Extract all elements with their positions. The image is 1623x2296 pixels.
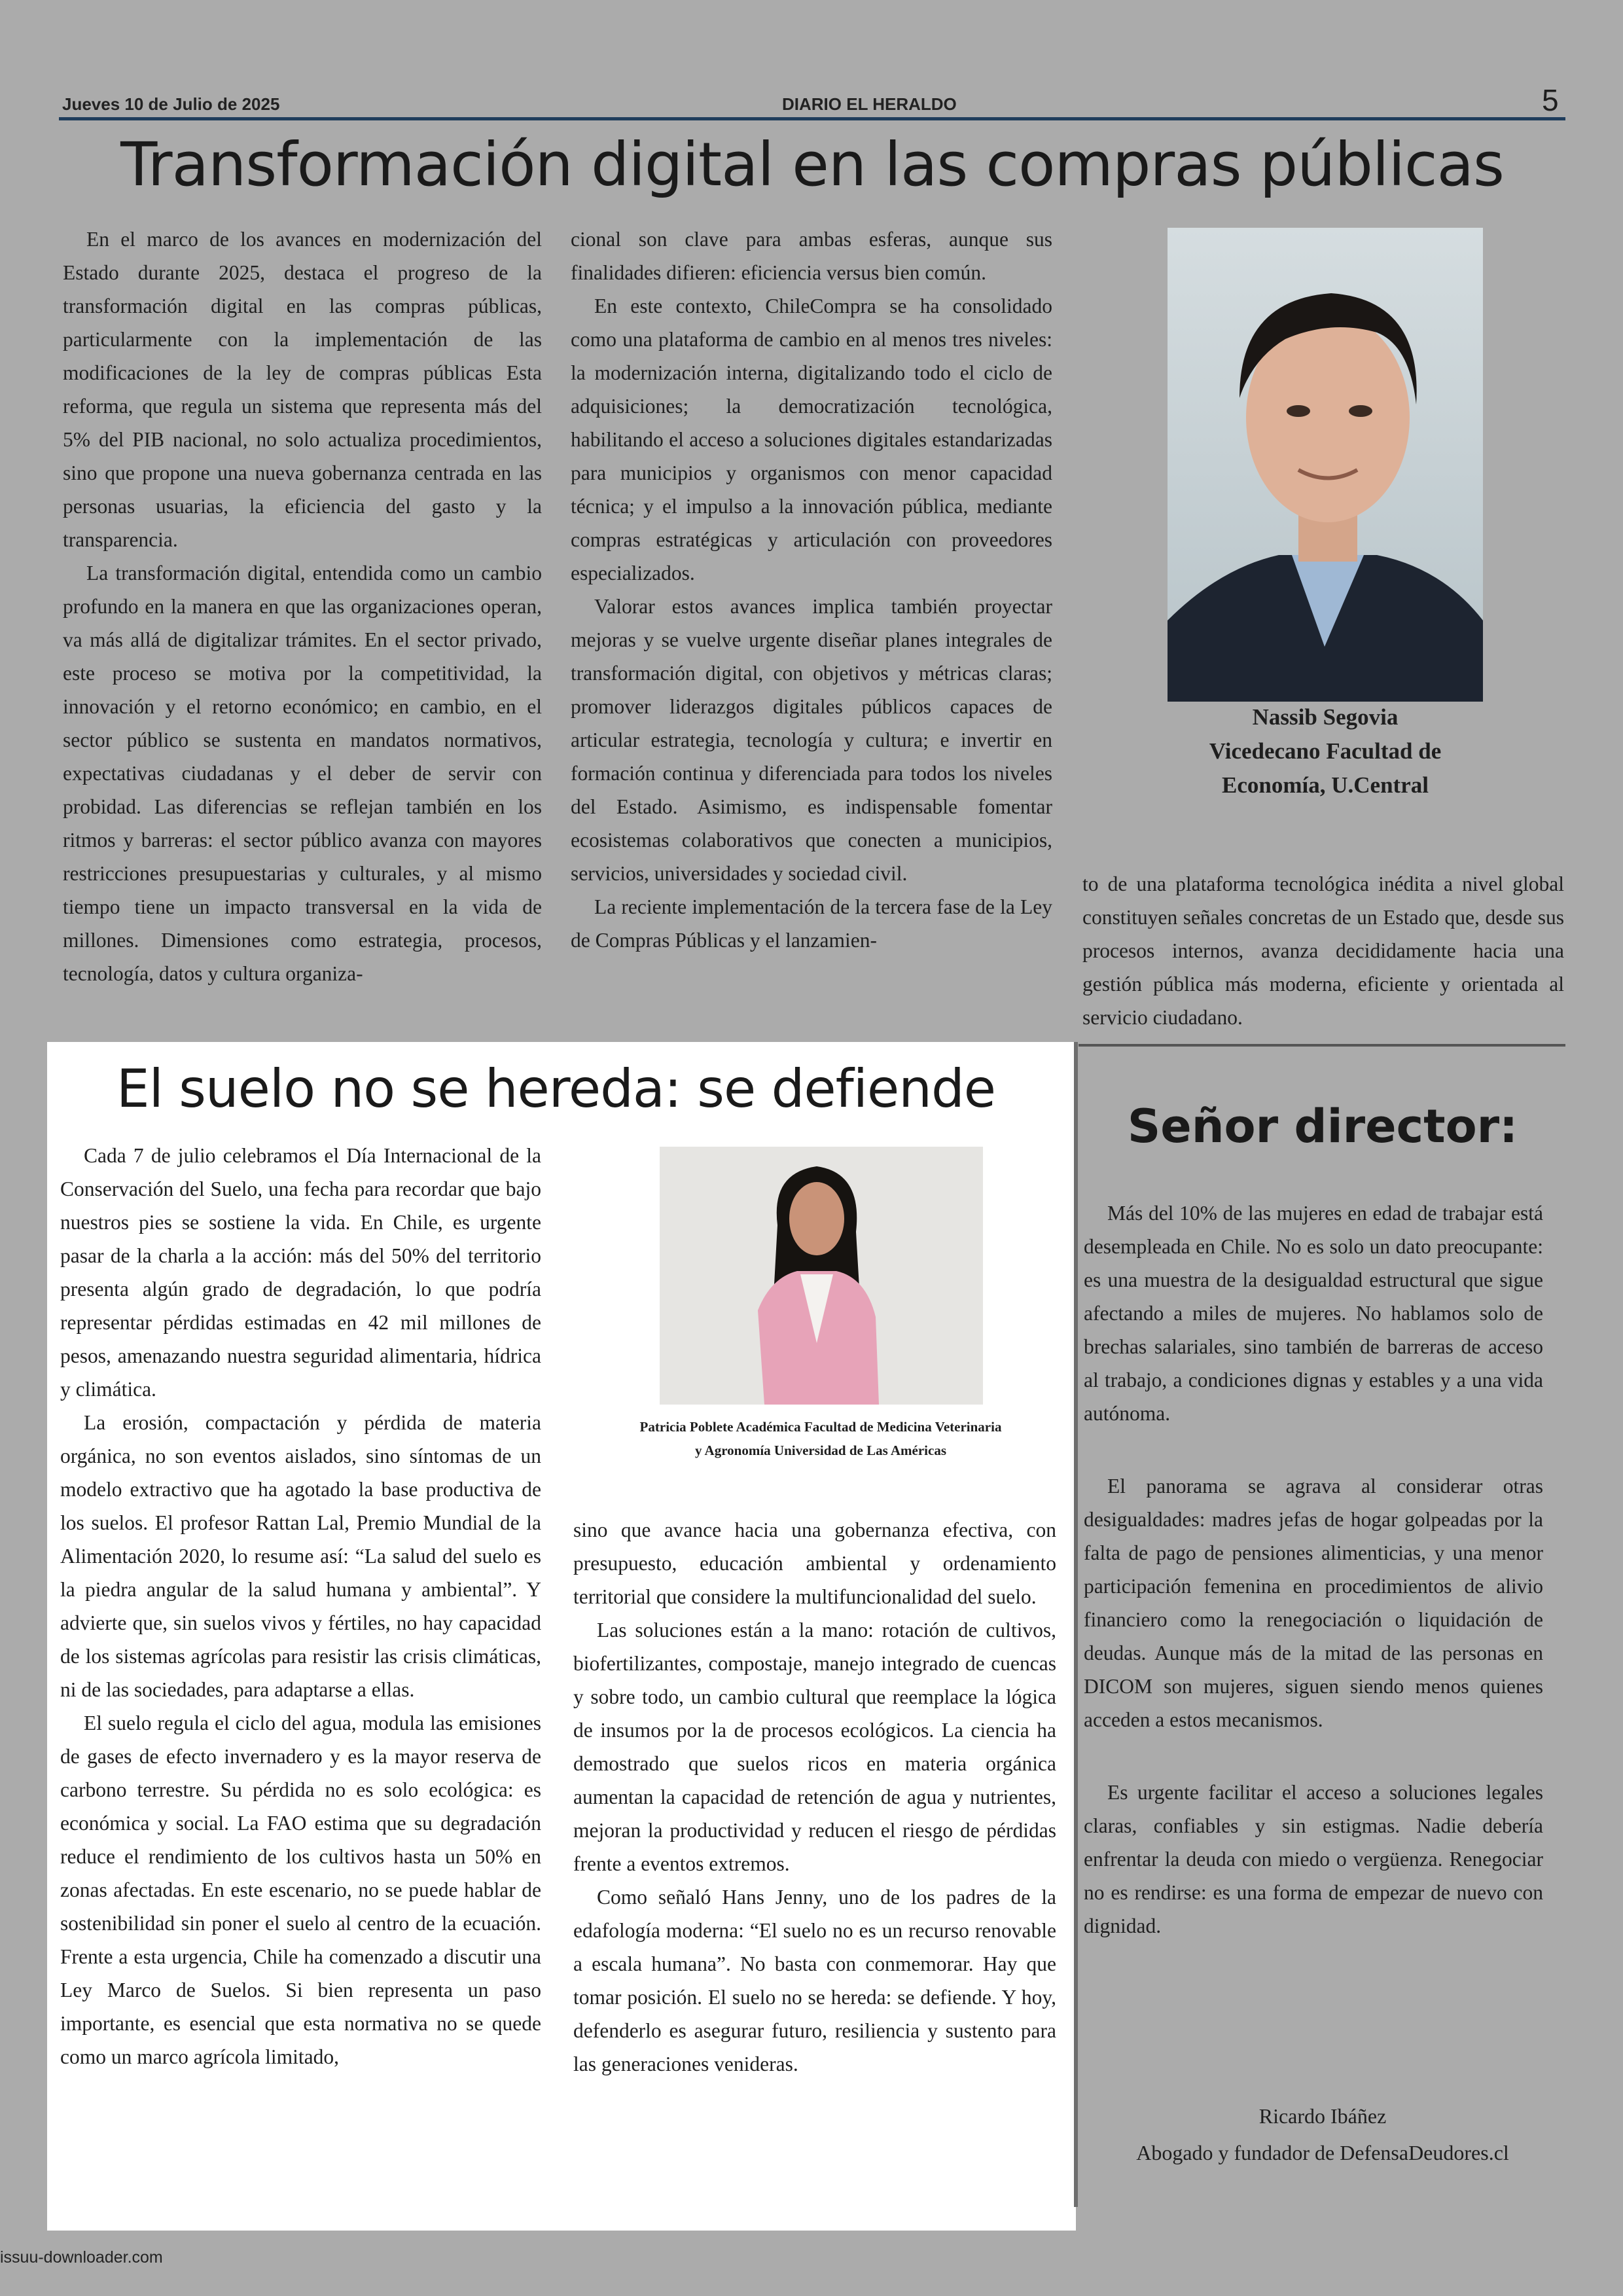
panel-shadow xyxy=(1074,1042,1078,2207)
signature-role: Abogado y fundador de DefensaDeudores.cl xyxy=(1136,2141,1509,2164)
author-photo-nassib-segovia xyxy=(1168,228,1483,702)
footer-source: issuu-downloader.com xyxy=(0,2248,163,2267)
paragraph: sino que avance hacia una gobernanza efectiva, con presupuesto, educación ambiental y ordenamiento territorial que considere la multifuncionalidad del suelo. xyxy=(573,1518,1056,1608)
letter-body xyxy=(1084,1196,1543,1943)
page-number: 5 xyxy=(1542,83,1559,117)
paragraph: Las soluciones están a la mano: rotación de cultivos, biofertilizantes, compostaje, manejo integrado de cuencas y sobre todo, un cambio cultural que reemplace la lógica de insumos por la de procesos ecológicos. La ciencia ha demostrado que suelos ricos en materia orgánica aumentan la capacidad de retención de agua y nutrientes, mejoran la productividad y reducen el riesgo de pérdidas frente a eventos extremos. xyxy=(573,1619,1056,1875)
paragraph: to de una plataforma tecnológica inédita a nivel global constituyen señales concretas de un Estado que, desde sus procesos internos, avanza decididamente hacia una gestión pública más moderna, eficiente y orientada al servicio ciudadano. xyxy=(1082,872,1564,1029)
paragraph: cional son clave para ambas esferas, aunque sus finalidades difieren: eficiencia versus bien común. xyxy=(571,228,1052,284)
paragraph: Es urgente facilitar el acceso a soluciones legales claras, confiables y sin estigmas. Nadie debería enfrentar la deuda con miedo o vergüenza. Renegociar no es rendirse: es una forma de empezar de nuevo con dignidad. xyxy=(1084,1781,1543,1937)
paragraph: En el marco de los avances en modernización del Estado durante 2025, destaca el progreso de la transformación digital en las compras públicas, particularmente con la implementación de las modificaciones de la ley de compras públicas Esta reforma, que regula un sistema que representa más del 5% del PIB nacional, no solo actualiza procedimientos, sino que propone una nueva gobernanza centrada en las personas usuarias, la eficiencia del gasto y la transparencia. xyxy=(63,228,542,551)
caption-line: Patricia Poblete Académica Facultad de Medicina Veterinaria xyxy=(639,1419,1002,1435)
paragraph: El suelo regula el ciclo del agua, modula las emisiones de gases de efecto invernadero y es la mayor reserva de carbono terrestre. Su pérdida no es solo ecológica: es económica y social. La FAO estima que su degradación reduce el rendimiento de los cultivos hasta un 50% en zonas afectadas. En este escenario, no se puede hablar de sostenibilidad sin poner el suelo al centro de la ecuación. Frente a esta urgencia, Chile ha comenzado a discutir una Ley Marco de Suelos. Si bien representa un paso importante, es esencial que esta normativa no se quede como un marco agrícola limitado, xyxy=(60,1712,541,2068)
author-photo-patricia-poblete xyxy=(660,1147,983,1405)
article2-column-1 xyxy=(60,1139,541,2073)
letter-signature xyxy=(1080,2098,1565,2171)
paragraph: El panorama se agrava al considerar otras desigualdades: madres jefas de hogar golpeadas por la falta de pago de pensiones alimenticias, y una menor participación femenina en procedimientos de alivio financiero como la renegociación o liquidación de deudas. Aunque más de la mitad de las personas en DICOM son mujeres, siguen siendo menos quienes acceden a estos mecanismos. xyxy=(1084,1475,1543,1731)
author-role: Vicedecano Facultad de xyxy=(1209,738,1442,764)
article1-column-3 xyxy=(1082,867,1564,1034)
article2-column-2 xyxy=(573,1513,1056,2081)
paragraph: Cada 7 de julio celebramos el Día Internacional de la Conservación del Suelo, una fecha para recordar que bajo nuestros pies se sostiene la vida. En Chile, es urgente pasar de la charla a la acción: más del 50% del territorio presenta algún grado de degradación, lo que podría representar pérdidas estimadas en 42 mil millones de pesos, amenazando nuestra seguridad alimentaria, hídrica y climática. xyxy=(60,1144,541,1401)
issue-date: Jueves 10 de Julio de 2025 xyxy=(62,94,280,114)
article-title-soil: El suelo no se hereda: se defiende xyxy=(116,1058,995,1119)
article1-column-2 xyxy=(571,223,1052,957)
header-rule xyxy=(59,117,1565,120)
paragraph: Más del 10% de las mujeres en edad de trabajar está desempleada en Chile. No es solo un dato preocupante: es una muestra de la desigualdad estructural que sigue afectando a miles de mujeres. No hablamos solo de brechas salariales, sino también de barreras de acceso al trabajo, a condiciones dignas y estables y a una vida autónoma. xyxy=(1084,1202,1543,1425)
article1-column-1 xyxy=(63,223,542,990)
paragraph: Valorar estos avances implica también proyectar mejoras y se vuelve urgente diseñar planes integrales de transformación digital, con objetivos y métricas claras; promover liderazgos digitales públicos capaces de articular estrategia, tecnología y cultura; e invertir en formación continua y diferenciada para todos los niveles del Estado. Asimismo, es indispensable fomentar ecosistemas colaborativos que conecten a municipios, servicios, universidades y sociedad civil. xyxy=(571,595,1052,885)
caption-line: y Agronomía Universidad de Las Américas xyxy=(694,1443,947,1458)
paragraph: En este contexto, ChileCompra se ha consolidado como una plataforma de cambio en al menos tres niveles: la modernización interna, digitalizando todo el ciclo de adquisiciones; la democratización tecnológica, habilitando el acceso a soluciones digitales estandarizadas para municipios y organismos con menor capacidad técnica; y el impulso a la innovación pública, mediante compras estratégicas y articulación con proveedores especializados. xyxy=(571,295,1052,584)
author-role: Economía, U.Central xyxy=(1222,772,1429,798)
photo-caption-2 xyxy=(576,1415,1065,1462)
paragraph: La transformación digital, entendida como un cambio profundo en la manera en que las organizaciones operan, va más allá de digitalizar trámites. En el sector privado, este proceso se motiva por la competitividad, la innovación y el retorno económico; en cambio, en el sector público se sustenta en mandatos normativos, expectativas ciudadanas y el deber de servir con probidad. Las diferencias se reflejan también en los ritmos y barreras: el sector público avanza con mayores restricciones presupuestarias y culturales, y al mismo tiempo tiene un impacto transversal en la vida de millones. Dimensiones como estrategia, procesos, tecnología, datos y cultura organiza- xyxy=(63,562,542,985)
letter-title: Señor director: xyxy=(1127,1100,1518,1153)
section-divider xyxy=(1079,1044,1565,1047)
paragraph: Como señaló Hans Jenny, uno de los padres de la edafología moderna: “El suelo no es un recurso renovable a escala humana”. No basta con conmemorar. Hay que tomar posición. El suelo no se hereda: se defiende. Y hoy, defenderlo es asegurar futuro, resiliencia y sustento para las generaciones venideras. xyxy=(573,1886,1056,2075)
newspaper-name: DIARIO EL HERALDO xyxy=(782,94,957,114)
author-name: Nassib Segovia xyxy=(1252,704,1399,730)
author-caption-1 xyxy=(1165,700,1486,802)
article-title-digital-transformation: Transformación digital en las compras públicas xyxy=(120,130,1504,200)
signature-name: Ricardo Ibáñez xyxy=(1258,2104,1387,2128)
paragraph: La erosión, compactación y pérdida de materia orgánica, no son eventos aislados, sino síntomas de un modelo extractivo que ha agotado la base productiva de los suelos. El profesor Rattan Lal, Premio Mundial de la Alimentación 2020, lo resume así: “La salud del suelo es la piedra angular de la salud humana y ambiental”. Y advierte que, sin suelos vivos y fértiles, no hay capacidad de los sistemas agrícolas para resistir las crisis climáticas, ni de las sociedades, para adaptarse a ellas. xyxy=(60,1411,541,1701)
paragraph: La reciente implementación de la tercera fase de la Ley de Compras Públicas y el lanzamien- xyxy=(571,895,1052,952)
